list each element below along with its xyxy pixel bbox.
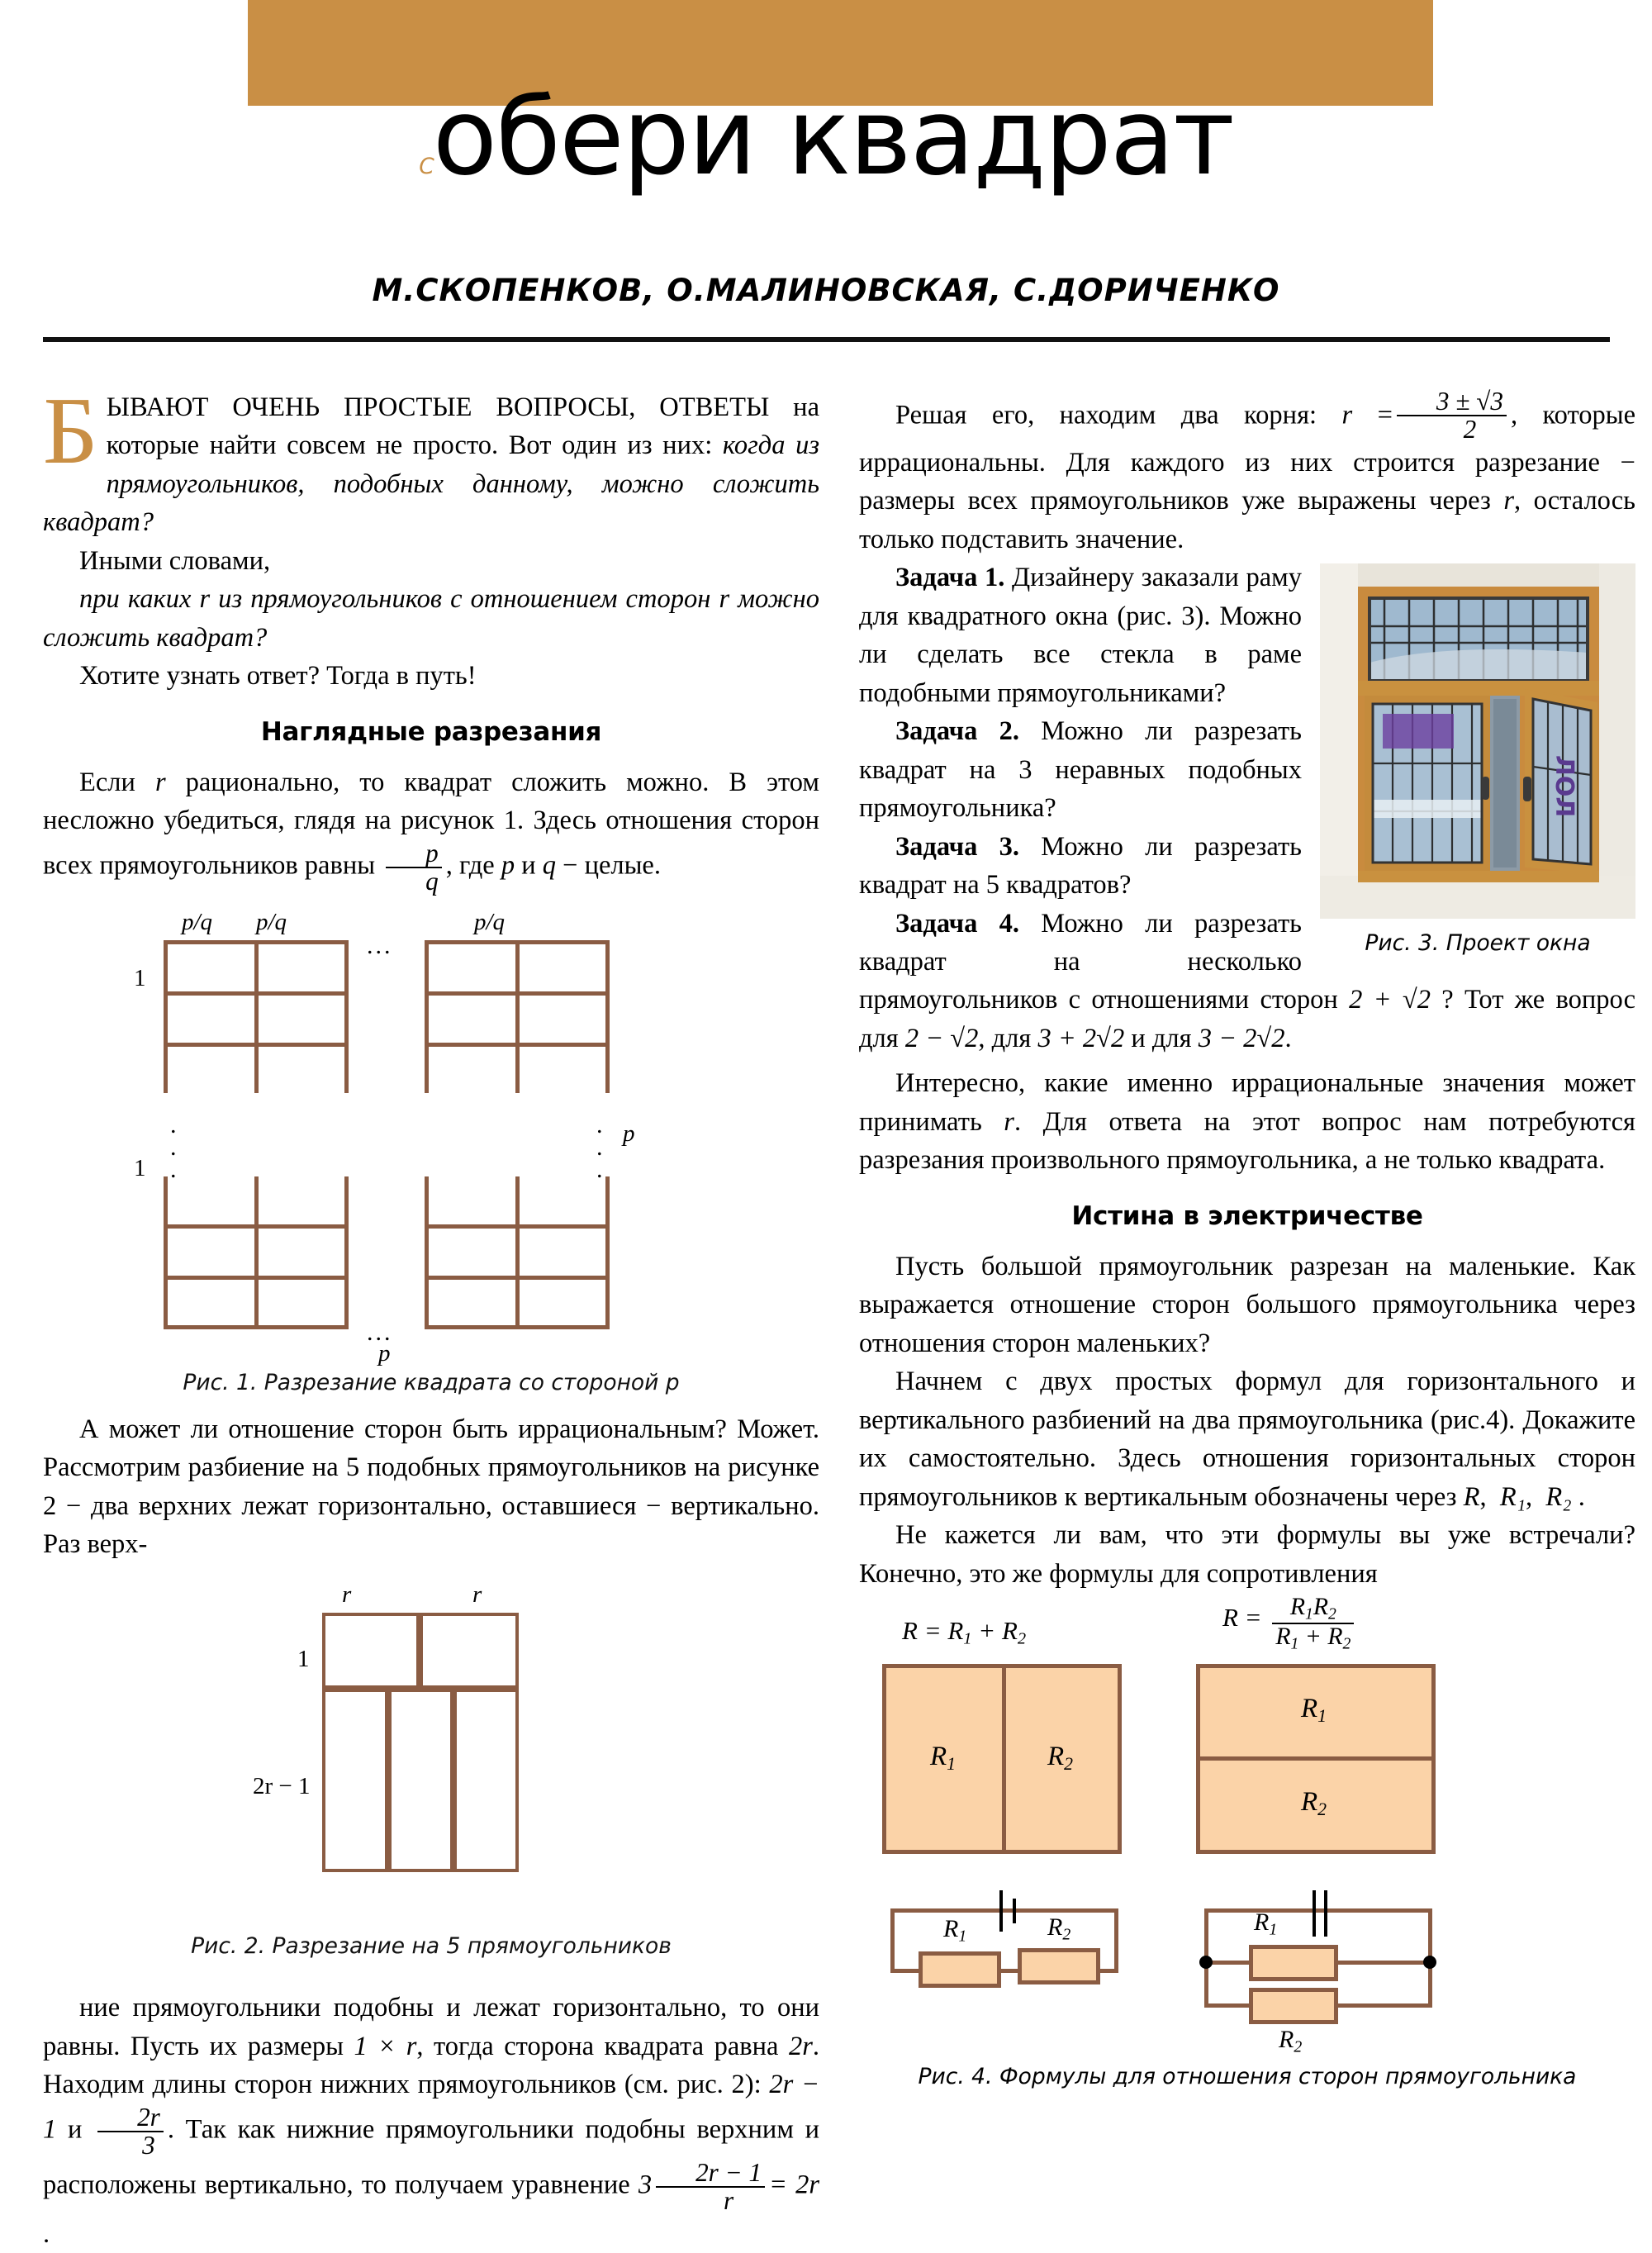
figure4-circuit-series-label-R2: $R_2$: [1047, 1913, 1071, 1944]
deriv-f: .: [43, 2218, 50, 2249]
figure2-rect-bottom-3: [453, 1689, 519, 1872]
figure-4-caption: Рис. 4. Формулы для отношения сторон прямоугольника: [918, 2064, 1577, 2089]
task-4-text-d: и для: [1124, 1023, 1199, 1053]
left-column: [43, 378, 820, 2253]
paragraph-restated-question: [43, 580, 819, 657]
svg-text:ЛОЛ: ЛОЛ: [1550, 755, 1578, 818]
figure-1-grid-diagram: [134, 908, 729, 1367]
task-4-label: Задача 4.: [895, 908, 1019, 939]
figure2-left-label-top: 1: [297, 1646, 310, 1673]
roots-frac-num: 3 ± √3: [1436, 387, 1503, 416]
task-4-text-c: , для: [978, 1023, 1038, 1053]
figure1-left-label-bottom: 1: [134, 1154, 146, 1181]
deriv-b: , тогда сторона квадрата равна: [416, 2031, 789, 2061]
figure1-right-label-p: p: [623, 1119, 635, 1147]
intro-italic-question: когда из прямоугольников, подобных данному, можно сложить квадрат?: [43, 430, 820, 538]
rational-var-p: p: [501, 849, 515, 880]
window-photo: [1320, 563, 1635, 919]
fraction-p-over-q: [386, 840, 442, 896]
paragraph-rational-case: [43, 763, 819, 896]
window-photo-illustration: [1320, 563, 1635, 919]
intro-line-1: ЫВАЮТ ОЧЕНЬ ПРОСТЫЕ ВОПРОСЫ, ОТВЕТЫ: [106, 392, 770, 422]
paragraph-two-formulas: Начнем с двух простых формул для горизонтального и вертикального разбиений на два прямоугольника (рис.4). Докажите их самостоятельно. Здесь отношения горизонтальных сторон прямоугольников к вертикальным обозначены через R, R₁, R₂ .: [859, 1367, 1635, 1512]
eq-fraction-num: 2r − 1: [695, 2157, 762, 2187]
task-4-value-3: 3 + 2√2: [1037, 1023, 1125, 1053]
figure1-grid-bottom-right: [425, 1176, 610, 1329]
fraction-roots: [1397, 388, 1507, 444]
task-2-label: Задача 2.: [895, 716, 1019, 747]
symbol-R: R: [1463, 1481, 1480, 1512]
deriv-m2: 2r: [788, 2031, 813, 2061]
roots-frac-den: 2: [1397, 415, 1507, 443]
authors-byline: М.СКОПЕНКОВ, О.МАЛИНОВСКАЯ, С.ДОРИЧЕНКО: [372, 273, 1280, 308]
figure4-parallel-formula: R = $\frac{R_1R_2}{R_1 + R_2}$: [1222, 1595, 1358, 1652]
figure-3-block: [1320, 563, 1635, 956]
symbol-R1: R₁: [1499, 1481, 1526, 1512]
figure1-top-hdots: ...: [367, 931, 393, 959]
task-4-text-a: Можно ли разрезать квадрат на несколько прямоугольников с отношениями сторон: [859, 908, 1350, 1015]
figure1-right-vdots: . . .: [596, 1110, 603, 1183]
irrational-question-text: А может ли отношение сторон быть иррациональным? Может. Рассмотрим разбиение на 5 подобных прямоугольников на рисунке 2 − два верхних лежат горизонтально, оставшиеся − вертикально. Раз верх-: [43, 1414, 819, 1559]
task-4-text-b: ? Тот же вопрос для: [859, 985, 1635, 1053]
want-answer-text: Хотите узнать ответ? Тогда в путь!: [79, 661, 477, 692]
figure1-left-vdots: . . .: [170, 1110, 177, 1183]
task-4-value-1: 2 + √2: [1349, 985, 1431, 1015]
title-dropcap-letter: С: [419, 154, 433, 179]
figure2-top-label-left: r: [342, 1581, 352, 1609]
figure4-parallel-label-R1: $R_1$: [1301, 1694, 1327, 1727]
deriv-m3: 2r − 1: [43, 2070, 819, 2145]
header-divider-rule: [43, 337, 1610, 342]
figure1-grid-top-right: [425, 940, 610, 1093]
figure1-bottom-hdots: ...: [367, 1318, 393, 1346]
figure1-top-label-1: p/q: [182, 908, 213, 935]
figure-1-caption: Рис. 1. Разрезание квадрата со стороной p: [183, 1369, 680, 1395]
deriv-m1: 1 × r: [354, 2031, 417, 2061]
rational-a: Если: [79, 767, 155, 797]
rational-var-r: r: [154, 767, 166, 797]
figure2-left-label-bottom: 2r − 1: [253, 1773, 311, 1800]
paragraph-other-words: [43, 542, 819, 580]
deriv-a: ние прямоугольники подобны и лежат горизонтально, то они равны. Пусть их размеры: [43, 1993, 819, 2061]
paragraph-two-roots: [859, 388, 1635, 558]
roots-c: , осталось только подставить значение.: [859, 486, 1635, 554]
figure1-grid-top-left: [164, 940, 349, 1093]
section-heading-truth-in-electricity: Истина в электричестве: [1071, 1200, 1423, 1231]
fraction-2r-minus-1-over-r: [656, 2157, 765, 2216]
figure1-top-label-2: p/q: [256, 908, 287, 935]
figure4-parallel-resistor-2: [1249, 1988, 1338, 2024]
figure2-rect-bottom-1: [322, 1689, 388, 1872]
figure4-series-formula: $R = R_1 + R_2$: [902, 1616, 1027, 1648]
figure2-rect-top-left: [322, 1613, 420, 1689]
fraction-numerator: p: [425, 838, 439, 867]
figure4-circuit-parallel-label-R1: $R_1$: [1254, 1908, 1278, 1939]
figure2-rect-bottom-2: [388, 1689, 453, 1872]
figure4-series-divider: [1002, 1664, 1006, 1854]
page-title: [0, 76, 1652, 199]
restated-c: можно сложить квадрат?: [43, 584, 819, 653]
rational-c: , где: [445, 849, 501, 880]
roots-a: Решая его, находим два корня:: [895, 400, 1342, 430]
deriv-e: . Так как нижние прямоугольники подобны верхним и расположены вертикально, то получаем уравнение: [43, 2114, 819, 2200]
rational-var-q: q: [542, 849, 556, 880]
fraction-2r-den: 3: [97, 2131, 164, 2159]
paragraph-big-rectangle: Пусть большой прямоугольник разрезан на маленькие. Как выражается отношение сторон большого прямоугольника через отношения сторон маленьких?: [859, 1251, 1635, 1358]
task-4-text-e: .: [1284, 1023, 1292, 1053]
which-irr-var-r: r: [1004, 1106, 1014, 1137]
figure4-parallel-lead: R =: [1222, 1603, 1262, 1633]
deriv-eq-lead: 3: [638, 2170, 653, 2200]
task-3-text: Можно ли разрезать квадрат на 5 квадратов?: [859, 831, 1302, 901]
fraction-denominator: q: [386, 867, 442, 895]
task-3-label: Задача 3.: [895, 831, 1019, 862]
figure4-parallel-label-R2: $R_2$: [1301, 1787, 1327, 1820]
figure4-series-label-R1: $R_1$: [930, 1742, 957, 1775]
figure4-circuit-parallel-label-R2: $R_2$: [1279, 2026, 1303, 2056]
figure4-circuit-series-label-R1: $R_1$: [943, 1915, 967, 1946]
paragraph-derivation: [43, 1989, 819, 2253]
figure-3-caption: Рис. 3. Проект окна: [1365, 930, 1591, 957]
figure4-series-resistor-2: [1018, 1948, 1100, 1984]
task-4-value-2: 2 − √2: [904, 1023, 979, 1053]
figure4-series-label-R2: $R_2$: [1047, 1742, 1074, 1775]
task-2-text: Можно ли разрезать квадрат на 3 неравных подобных прямоугольника?: [859, 716, 1302, 824]
figure1-left-label-top: 1: [134, 964, 146, 991]
two-formulas-a: Начнем с двух простых формул для горизонтального и вертикального разбиений на два прямоугольника (рис.4). Докажите их самостоятельно. Здесь отношения горизонтальных сторон прямоугольников к вертикальным обозначены через: [859, 1367, 1635, 1512]
deriv-c: . Находим длины сторон нижних прямоугольников (см. рис. 2):: [43, 2031, 819, 2100]
figure4-series-resistor-1: [919, 1951, 1001, 1988]
restated-a: при каких: [79, 584, 200, 615]
drop-cap: Б: [43, 378, 98, 484]
right-column: [859, 388, 1635, 2112]
other-words-text: Иными словами,: [79, 545, 271, 576]
title-rest: обери квадрат: [432, 76, 1233, 199]
figure-2-five-rectangles: [183, 1581, 679, 1915]
figure-2-caption: Рис. 2. Разрезание на 5 прямоугольников: [191, 1933, 672, 1960]
roots-var-r2: r: [1503, 486, 1515, 516]
restated-var-r2: r: [719, 584, 730, 615]
figure1-grid-bottom-left: [164, 1176, 349, 1329]
roots-equals: =: [1377, 400, 1393, 430]
figure4-series-R: R: [902, 1616, 918, 1645]
fraction-2r-over-3: [97, 2104, 164, 2160]
rational-e: − целые.: [555, 849, 661, 880]
eq-fraction-den: r: [656, 2186, 765, 2214]
paragraph-which-irrationals: [859, 1064, 1635, 1179]
paragraph-want-answer: [43, 657, 819, 695]
figure2-rect-top-right: [420, 1613, 519, 1689]
figure-4-resistance-formulas: [859, 1593, 1619, 2056]
task-1-label: Задача 1.: [895, 563, 1005, 593]
figure4-node-left: [1199, 1956, 1213, 1969]
figure4-parallel-divider: [1196, 1756, 1436, 1761]
which-irr-b: . Для ответа на этот вопрос нам потребуются разрезания произвольного прямоугольника, а не только квадрата.: [859, 1106, 1635, 1176]
task-4-value-4: 3 − 2√2: [1198, 1023, 1285, 1053]
restated-var-r: r: [199, 584, 211, 615]
fraction-2r-num: 2r: [137, 2102, 160, 2132]
intro-paragraph: [43, 378, 820, 542]
paragraph-irrational-question: [43, 1410, 819, 1564]
which-irr-a: Интересно, какие именно иррациональные значения может принимать: [859, 1068, 1635, 1137]
figure1-bottom-label-p: p: [378, 1339, 391, 1367]
intro-line-2: на которые найти совсем не просто. Вот один из них:: [106, 392, 819, 461]
restated-b: из прямоугольников с отношением сторон: [210, 584, 719, 615]
figure1-top-label-3: p/q: [474, 908, 506, 935]
figure2-top-label-right: r: [472, 1581, 482, 1609]
figure4-node-right: [1423, 1956, 1436, 1969]
rational-b: рационально, то квадрат сложить можно. В этом несложно убедиться, глядя на рисунок 1. Здесь отношения сторон всех прямоугольников равны: [43, 767, 820, 880]
section-heading-visual-cuts: Наглядные разрезания: [260, 716, 602, 747]
deriv-d: и: [56, 2114, 94, 2145]
roots-var-r: r: [1341, 400, 1353, 430]
roots-b: , которые иррациональны. Для каждого из них строится разрезание − размеры всех прямоугольников уже выражены через: [859, 400, 1635, 516]
paragraph-seen-before: Не кажется ли вам, что эти формулы вы уже встречали? Конечно, это же формулы для сопротивления: [859, 1520, 1635, 1589]
figure4-parallel-resistor-1: [1249, 1945, 1338, 1981]
task-1-text: Дизайнеру заказали раму для квадратного окна (рис. 3). Можно ли сделать все стекла в раме подобными прямоугольниками?: [859, 563, 1302, 708]
rational-d: и: [515, 849, 543, 880]
two-formulas-b: .: [1571, 1481, 1585, 1512]
symbol-R2: R₂: [1545, 1481, 1572, 1512]
deriv-eq-tail: = 2r: [769, 2170, 819, 2200]
